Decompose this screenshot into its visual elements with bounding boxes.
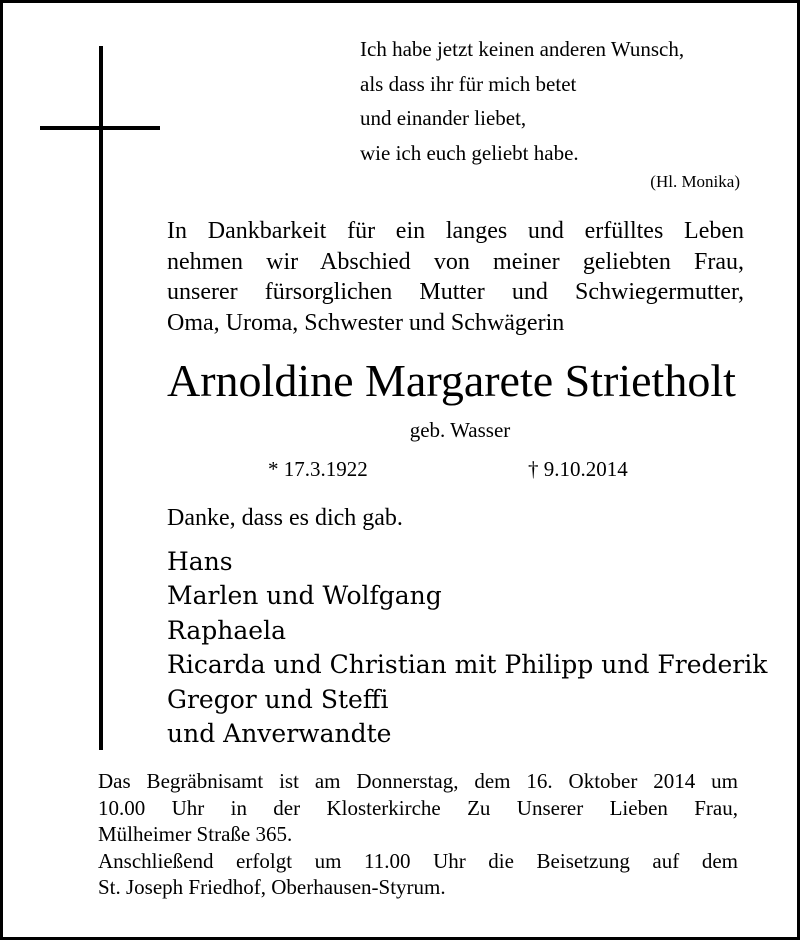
funeral-line: St. Joseph Friedhof, Oberhausen-Styrum. [98, 875, 446, 899]
intro-line: In Dankbarkeit für ein langes und erfülltes Leben [167, 218, 744, 244]
funeral-info [98, 768, 738, 901]
death-date: † 9.10.2014 [528, 457, 628, 481]
funeral-line: Mülheimer Straße 365. [98, 822, 293, 846]
mourners-list [167, 545, 767, 751]
quote-line: als dass ihr für mich betet [360, 71, 577, 96]
quote-source: (Hl. Monika) [650, 172, 740, 191]
maiden-name: geb. Wasser [409, 418, 511, 442]
quote-line: und einander liebet, [360, 106, 527, 130]
deceased-name: Arnoldine Margarete Strietholt [167, 355, 736, 406]
quote-line: Ich habe jetzt keinen anderen Wunsch, [360, 37, 685, 61]
bible-quote [360, 32, 760, 170]
cross-horizontal-bar [40, 126, 160, 130]
birth-date: * 17.3.1922 [268, 457, 368, 481]
mourner-item: Ricarda und Christian mit Philipp und Frederik [167, 650, 768, 680]
funeral-line: Anschließend erfolgt um 11.00 Uhr die Beisetzung auf dem [98, 848, 738, 873]
intro-text [167, 216, 744, 338]
intro-line: nehmen wir Abschied von meiner geliebten Frau, [167, 248, 744, 275]
cross-vertical-bar [99, 46, 103, 750]
funeral-line: 10.00 Uhr in der Klosterkirche Zu Unserer Lieben Frau, [98, 795, 738, 820]
intro-line: Oma, Uroma, Schwester und Schwägerin [167, 309, 565, 336]
mourner-item: Marlen und Wolfgang [167, 581, 442, 611]
quote-line: wie ich euch geliebt habe. [360, 140, 579, 165]
mourner-item: Gregor und Steffi [167, 684, 389, 714]
mourner-item: Raphaela [167, 615, 287, 645]
mourner-item: und Anverwandte [167, 719, 392, 749]
thanks-line: Danke, dass es dich gab. [167, 505, 403, 531]
intro-line: unserer fürsorglichen Mutter und Schwiegermutter, [167, 279, 744, 305]
funeral-line: Das Begräbnisamt ist am Donnerstag, dem 16. Oktober 2014 um [98, 769, 738, 793]
mourner-item: Hans [167, 547, 233, 576]
